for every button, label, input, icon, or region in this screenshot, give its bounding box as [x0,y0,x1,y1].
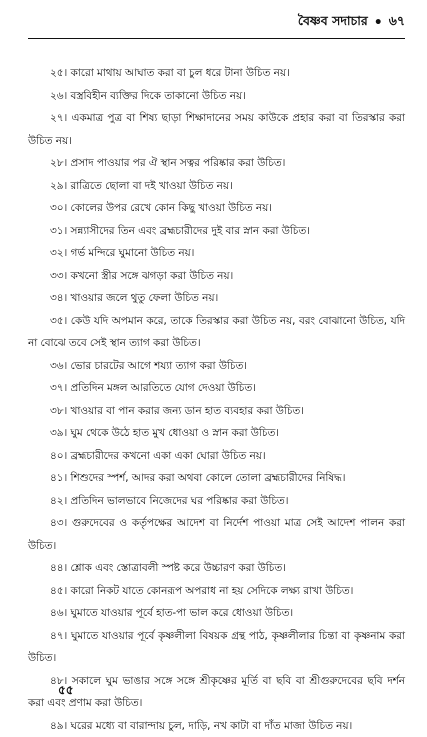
list-item-text: ৪১। শিশুদের স্পর্শ, আদর করা অথবা কোলে তোলা ব্রহ্মচারীদের নিষিদ্ধ। [28,472,345,484]
list-item-text: ৩৬। ভোর চারটের আগে শয্যা ত্যাগ করা উচিত। [28,360,247,372]
list-item-text: ২৯। রাত্রিতে ছোলা বা দই খাওয়া উচিত নয়। [28,180,233,192]
footer-mark: ৫৫ [58,682,74,702]
list-item [28,355,405,378]
list-item-text: ৩০। কোলের উপর রেখে কোন কিছু খাওয়া উচিত নয়। [28,202,272,214]
list-item-text: ৩৫। কেউ যদি অপমান করে, তাকে তিরস্কার করা উচিত নয়, বরং বোঝানো উচিত, যদি না বোঝে তবে সেই স্থান ত্যাগ করা উচিত। [28,315,405,350]
list-item-text: ৪৭। ঘুমাতে যাওয়ার পূর্বে কৃষ্ণলীলা বিষয়ক গ্রন্থ পাঠ, কৃষ্ণলীলার চিন্তা বা কৃষ্ণনাম করা উচিত। [28,630,405,665]
list-item [28,62,405,85]
list-item [28,220,405,243]
list-item [28,377,405,400]
list-item-text: ২৮। প্রসাদ পাওয়ার পর ঐ স্থান সত্বর পরিষ্কার করা উচিত। [28,157,285,169]
header-rule [28,38,405,39]
list-item [28,445,405,468]
list-item-text: ৩১। সন্ন্যাসীদের তিন এবং ব্রহ্মচারীদের দুই বার স্নান করা উচিত। [28,225,310,237]
list-item [28,422,405,445]
rules-list [28,62,405,737]
list-item [28,152,405,175]
list-item [28,242,405,265]
list-item [28,197,405,220]
list-item [28,287,405,310]
list-item [28,715,405,737]
list-item [28,580,405,603]
list-item-text: ৩২। গর্ভ মন্দিরে ঘুমানো উচিত নয়। [28,247,194,259]
list-item [28,512,405,557]
list-item [28,670,405,715]
list-item [28,85,405,108]
list-item-text: ৪৮। সকালে ঘুম ভাঙার সঙ্গে সঙ্গে শ্রীকৃষ্ণের মূর্তি বা ছবি বা শ্রীগুরুদেবের ছবি দর্শন করা এবং প্রণাম করা উচিত। [28,675,405,710]
list-item-text: ৪৪। শ্লোক এবং স্তোত্রাবলী স্পষ্ট করে উচ্চারণ করা উচিত। [28,562,286,574]
list-item-text: ৩৮। খাওয়ার বা পান করার জন্য ডান হাত ব্যবহার করা উচিত। [28,405,304,417]
list-item-text: ৪৫। কারো নিকট যাতে কোনরূপ অপরাধ না হয় সেদিকে লক্ষ্য রাখা উচিত। [28,585,353,597]
list-item [28,310,405,355]
list-item [28,175,405,198]
list-item-text: ৪৬। ঘুমাতে যাওয়ার পূর্বে হাত-পা ভাল করে ধোওয়া উচিত। [28,607,293,619]
list-item [28,107,405,152]
list-item [28,400,405,423]
list-item [28,490,405,513]
list-item [28,625,405,670]
list-item [28,467,405,490]
list-item-text: ৩৯। ঘুম থেকে উঠে হাত মুখ ধোওয়া ও স্নান করা উচিত। [28,427,279,439]
list-item-text: ২৬। বস্ত্রবিহীন ব্যক্তির দিকে তাকানো উচিত নয়। [28,90,246,102]
running-title: বৈষ্ণব সদাচার [298,13,368,33]
list-item [28,602,405,625]
list-item-text: ২৭। একমাত্র পুত্র বা শিষ্য ছাড়া শিক্ষাদানের সময় কাউকে প্রহার করা বা তিরস্কার করা উচিত নয়। [28,112,405,147]
page-number: ৬৭ [389,13,405,33]
list-item-text: ৪০। ব্রহ্মচারীদের কখনো একা একা ঘোরা উচিত নয়। [28,450,266,462]
list-item [28,557,405,580]
header-bullet: • [374,15,383,31]
list-item-text: ৩৩। কখনো স্ত্রীর সঙ্গে ঝগড়া করা উচিত নয়। [28,270,233,282]
list-item-text: ৪২। প্রতিদিন ভালভাবে নিজেদের ঘর পরিষ্কার করা উচিত। [28,495,288,507]
list-item-text: ৪৩। গুরুদেবের ও কর্তৃপক্ষের আদেশ বা নির্দেশ পাওয়া মাত্র সেই আদেশ পালন করা উচিত। [28,517,405,552]
list-item-text: ৩৪। খাওয়ার জলে থুতু ফেলা উচিত নয়। [28,292,218,304]
list-item-text: ৪৯। ঘরের মধ্যে বা বারান্দায় চুল, দাড়ি, নখ কাটা বা দাঁত মাজা উচিত নয়। [28,720,352,732]
list-item [28,265,405,288]
list-item-text: ৩৭। প্রতিদিন মঙ্গল আরতিতে যোগ দেওয়া উচিত। [28,382,256,394]
running-header [34,8,405,38]
list-item-text: ২৫। কারো মাথায় আঘাত করা বা চুল ধরে টানা উচিত নয়। [28,67,290,79]
